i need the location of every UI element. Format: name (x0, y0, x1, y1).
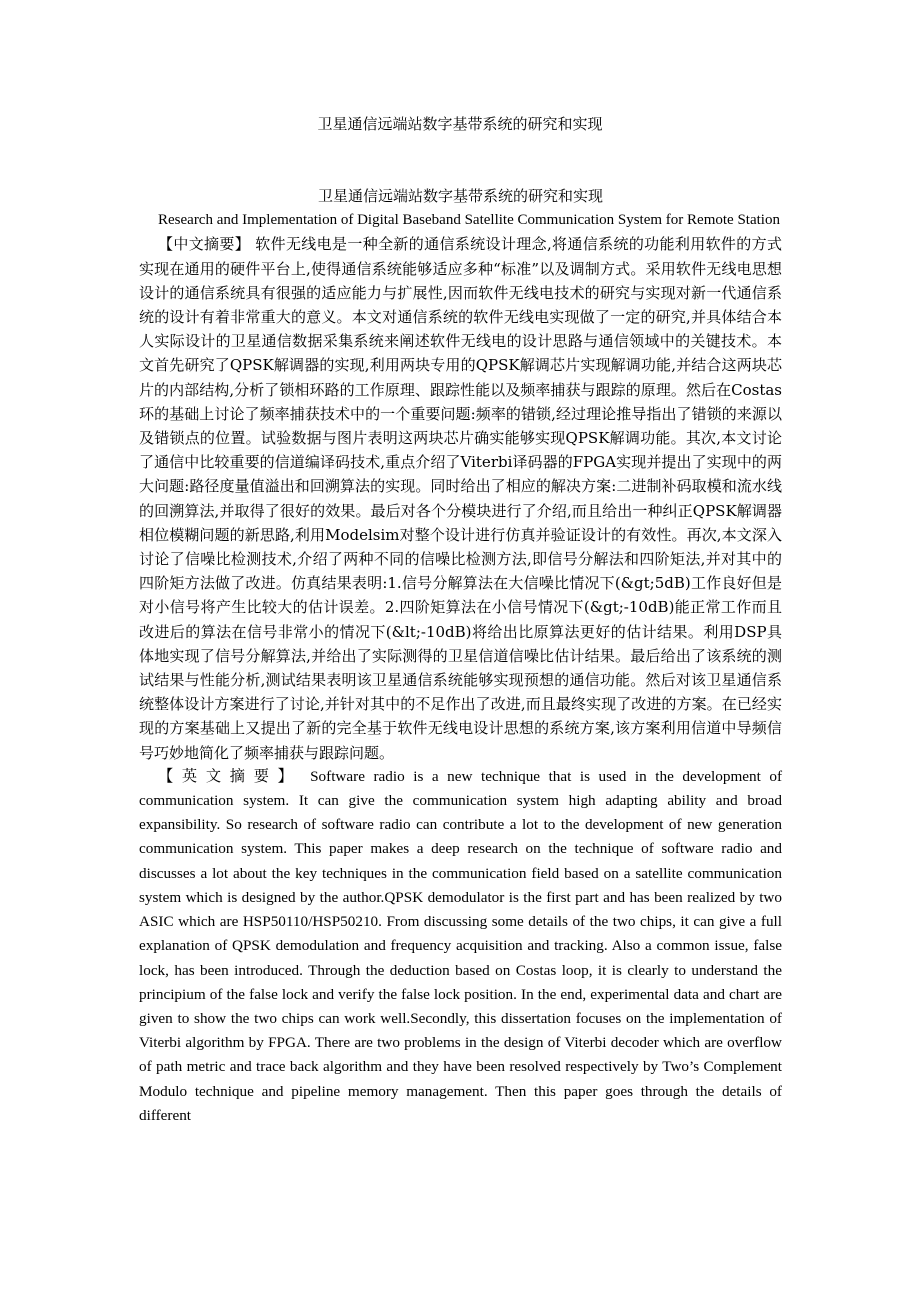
page-header-title: 卫星通信远端站数字基带系统的研究和实现 (317, 115, 603, 133)
english-abstract (139, 765, 782, 1128)
chinese-abstract (139, 232, 782, 764)
document-content (139, 184, 782, 1128)
chinese-abstract-text: 软件无线电是一种全新的通信系统设计理念,将通信系统的功能利用软件的方式实现在通用的硬件平台上,使得通信系统能够适应多种“标准”以及调制方式。采用软件无线电思想设计的通信系统具有很强的适应能力与扩展性,因而软件无线电技术的研究与实现对新一代通信系统的设计有着非常重大的意义。本文对通信系统的软件无线电实现做了一定的研究,并具体结合本人实际设计的卫星通信数据采集系统来阐述软件无线电的设计思路与通信领域中的关键技术。本文首先研究了QPSK解调器的实现,利用两块专用的QPSK解调芯片实现解调功能,并结合这两块芯片的内部结构,分析了锁相环路的工作原理、跟踪性能以及频率捕获与跟踪的原理。然后在Costas环的基础上讨论了频率捕获技术中的一个重要问题:频率的错锁,经过理论推导指出了错锁的来源以及错锁点的位置。试验数据与图片表明这两块芯片确实能够实现QPSK解调功能。其次,本文讨论了通信中比较重要的信道编译码技术,重点介绍了Viterbi译码器的FPGA实现并提出了实现中的两大问题:路径度量值溢出和回溯算法的实现。同时给出了相应的解决方案:二进制补码取模和流水线的回溯算法,并取得了很好的效果。最后对各个分模块进行了介绍,而且给出一种纠正QPSK解调器相位模糊问题的新思路,利用Modelsim对整个设计进行仿真并验证设计的有效性。再次,本文深入讨论了信噪比检测技术,介绍了两种不同的信噪比检测方法,即信号分解法和四阶矩法,并对其中的四阶矩方法做了改进。仿真结果表明:1.信号分解算法在大信噪比情况下(&gt;5dB)工作良好但是对小信号将产生比较大的估计误差。2.四阶矩算法在小信号情况下(&gt;-10dB)能正常工作而且改进后的算法在信号非常小的情况下(&lt;-10dB)将给出比原算法更好的估计结果。利用DSP具体地实现了信号分解算法,并给出了实际测得的卫星信道信噪比估计结果。最后给出了该系统的测试结果与性能分析,测试结果表明该卫星通信系统能够实现预想的通信功能。然后对该卫星通信系统整体设计方案进行了讨论,并针对其中的不足作出了改进,而且最终实现了改进的方案。在已经实现的方案基础上又提出了新的完全基于软件无线电设计思想的系统方案,该方案利用信道中导频信号巧妙地简化了频率捕获与跟踪问题。 (139, 235, 782, 762)
english-abstract-text: Software radio is a new technique that is used in the development of communication system. It can give the communication system high adapting ability and broad expansibility. So research of software radio can contribute a lot to the development of new generation communication system. This paper makes a deep research on the technique of software radio and discusses a lot about the key techniques in the communication field based on a satellite communication system which is designed by the author.QPSK demodulator is the first part and has been realized by two ASIC which are HSP50110/HSP50210. From discussing some details of the two chips, it can give a full explanation of QPSK demodulation and frequency acquisition and tracking. Also a common issue, false lock, has been introduced. Through the deduction based on Costas loop, it is clearly to understand the principium of the false lock and verify the false lock position. In the end, experimental data and chart are given to show the two chips can work well.Secondly, this dissertation focuses on the implementation of Viterbi algorithm by FPGA. There are two problems in the design of Viterbi decoder which are overflow of path metric and trace back algorithm and they have been resolved respectively by Two’s Complement Modulo technique and pipeline memory management. Then this paper goes through the details of different (139, 767, 783, 1124)
document-title: 卫星通信远端站数字基带系统的研究和实现 (317, 187, 603, 205)
english-title: Research and Implementation of Digital Baseband Satellite Communication System for Remote Station (158, 212, 780, 229)
chinese-abstract-label: 【中文摘要】 (158, 235, 251, 254)
english-abstract-label: 【英文摘要】 (158, 767, 302, 785)
